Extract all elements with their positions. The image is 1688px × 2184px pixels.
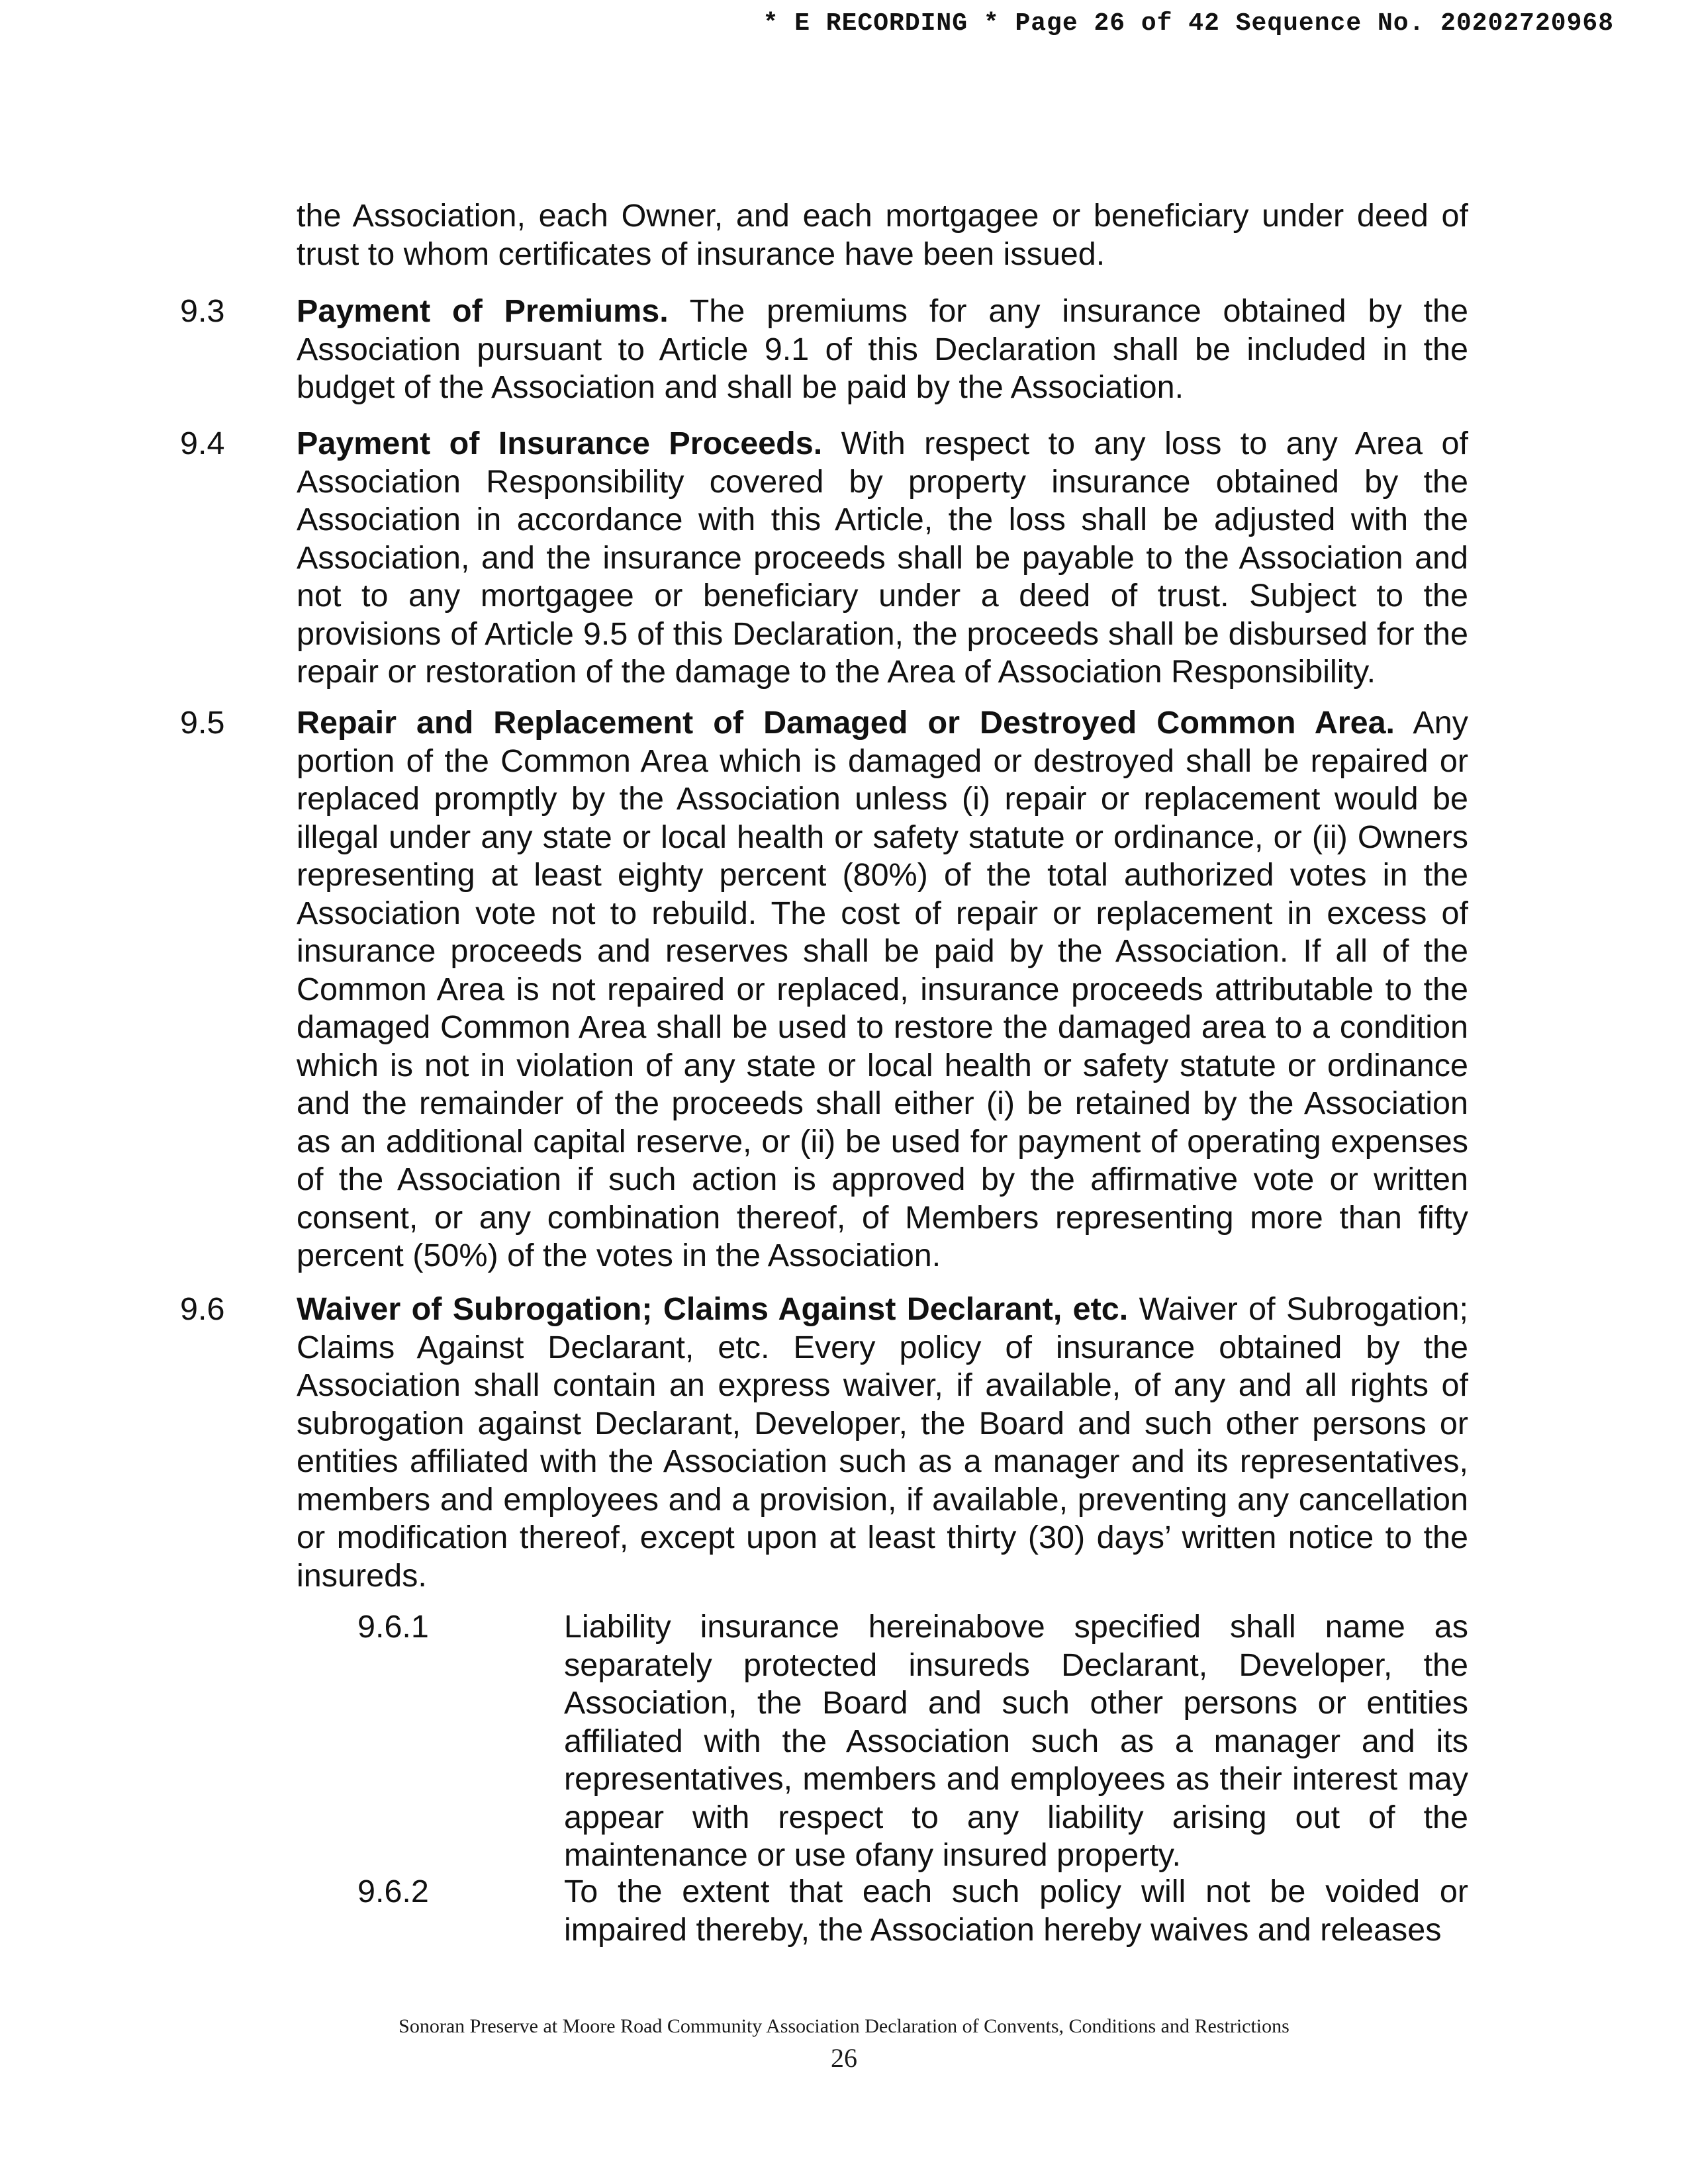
subsection-text: Liability insurance hereinabove specified shall name as separately protected insureds Declarant, Developer, the Association, the Board and such other persons or entities affiliated with the Association such as a manager and its representatives, members and employees as their interest may appear with respect to any liability arising out of the maintenance or use ofany insured property. <box>564 1609 1468 1873</box>
section-content <box>297 425 1468 692</box>
section-9-3 <box>180 293 1468 407</box>
section-number: 9.4 <box>180 426 225 461</box>
section-9-5 <box>180 704 1468 1275</box>
section-9-6 <box>180 1291 1468 1595</box>
page-footer <box>0 2012 1688 2075</box>
section-title: Payment of Insurance Proceeds. <box>297 426 823 461</box>
section-text: Any portion of the Common Area which is damaged or destroyed shall be repaired or replaced promptly by the Association unless (i) repair or replacement would be illegal under any state or local health or safety statute or ordinance, or (ii) Owners representing at least eighty percent (80%) of the total authorized votes in the Association vote not to rebuild. The cost of repair or replacement in excess of insurance proceeds and reserves shall be paid by the Association. If all of the Common Area is not repaired or replaced, insurance proceeds attributable to the damaged Common Area shall be used to restore the damaged area to a condition which is not in violation of any state or local health or safety statute or ordinance and the remainder of the proceeds shall either (i) be retained by the Association as an additional capital reserve, or (ii) be used for payment of operating expenses of the Association if such action is approved by the affirmative vote or written consent, or any combination thereof, of Members representing more than fifty percent (50%) of the votes in the Association. <box>297 705 1468 1273</box>
subsection-number: 9.6.1 <box>357 1609 429 1645</box>
section-number: 9.3 <box>180 293 225 329</box>
footer-document-title: Sonoran Preserve at Moore Road Community Association Declaration of Convents, Conditions and Restrictions <box>399 2015 1289 2037</box>
section-text: Waiver of Subrogation; Claims Against Declarant, etc. Every policy of insurance obtained by the Association shall contain an express waiver, if available, of any and all rights of subrogation against Declarant, Developer, the Board and such other persons or entities affiliated with the Association such as a manager and its representatives, members and employees and a provision, if available, preventing any cancellation or modification thereof, except upon at least thirty (30) days’ written notice to the insureds. <box>297 1291 1468 1594</box>
subsection-9-6-1 <box>357 1608 1468 1875</box>
section-title: Waiver of Subrogation; Claims Against Declarant, etc. <box>297 1291 1129 1327</box>
continued-paragraph: the Association, each Owner, and each mortgagee or beneficiary under deed of trust to whom certificates of insurance have been issued. <box>297 198 1468 272</box>
section-content <box>297 293 1468 407</box>
section-content <box>297 1291 1468 1595</box>
section-number: 9.6 <box>180 1291 225 1327</box>
section-title: Repair and Replacement of Damaged or Destroyed Common Area. <box>297 705 1395 741</box>
section-text: With respect to any loss to any Area of Association Responsibility covered by property insurance obtained by the Association in accordance with this Article, the loss shall be adjusted with the Association, and the insurance proceeds shall be payable to the Association and not to any mortgagee or beneficiary under a deed of trust. Subject to the provisions of Article 9.5 of this Declaration, the proceeds shall be disbursed for the repair or restoration of the damage to the Area of Association Responsibility. <box>297 426 1468 690</box>
recording-stamp: * E RECORDING * Page 26 of 42 Sequence No. 20202720968 <box>763 9 1614 38</box>
subsection-number: 9.6.2 <box>357 1874 429 1909</box>
subsection-9-6-2 <box>357 1873 1468 1949</box>
section-content <box>297 704 1468 1275</box>
section-text: The premiums for any insurance obtained by the Association pursuant to Article 9.1 of this Declaration shall be included in the budget of the Association and shall be paid by the Association. <box>297 293 1469 405</box>
section-title: Payment of Premiums. <box>297 293 669 329</box>
section-9-4 <box>180 425 1468 692</box>
subsection-text: To the extent that each such policy will not be voided or impaired thereby, the Association hereby waives and releases <box>564 1874 1468 1948</box>
footer-page-number: 26 <box>831 2043 857 2073</box>
section-number: 9.5 <box>180 705 225 741</box>
